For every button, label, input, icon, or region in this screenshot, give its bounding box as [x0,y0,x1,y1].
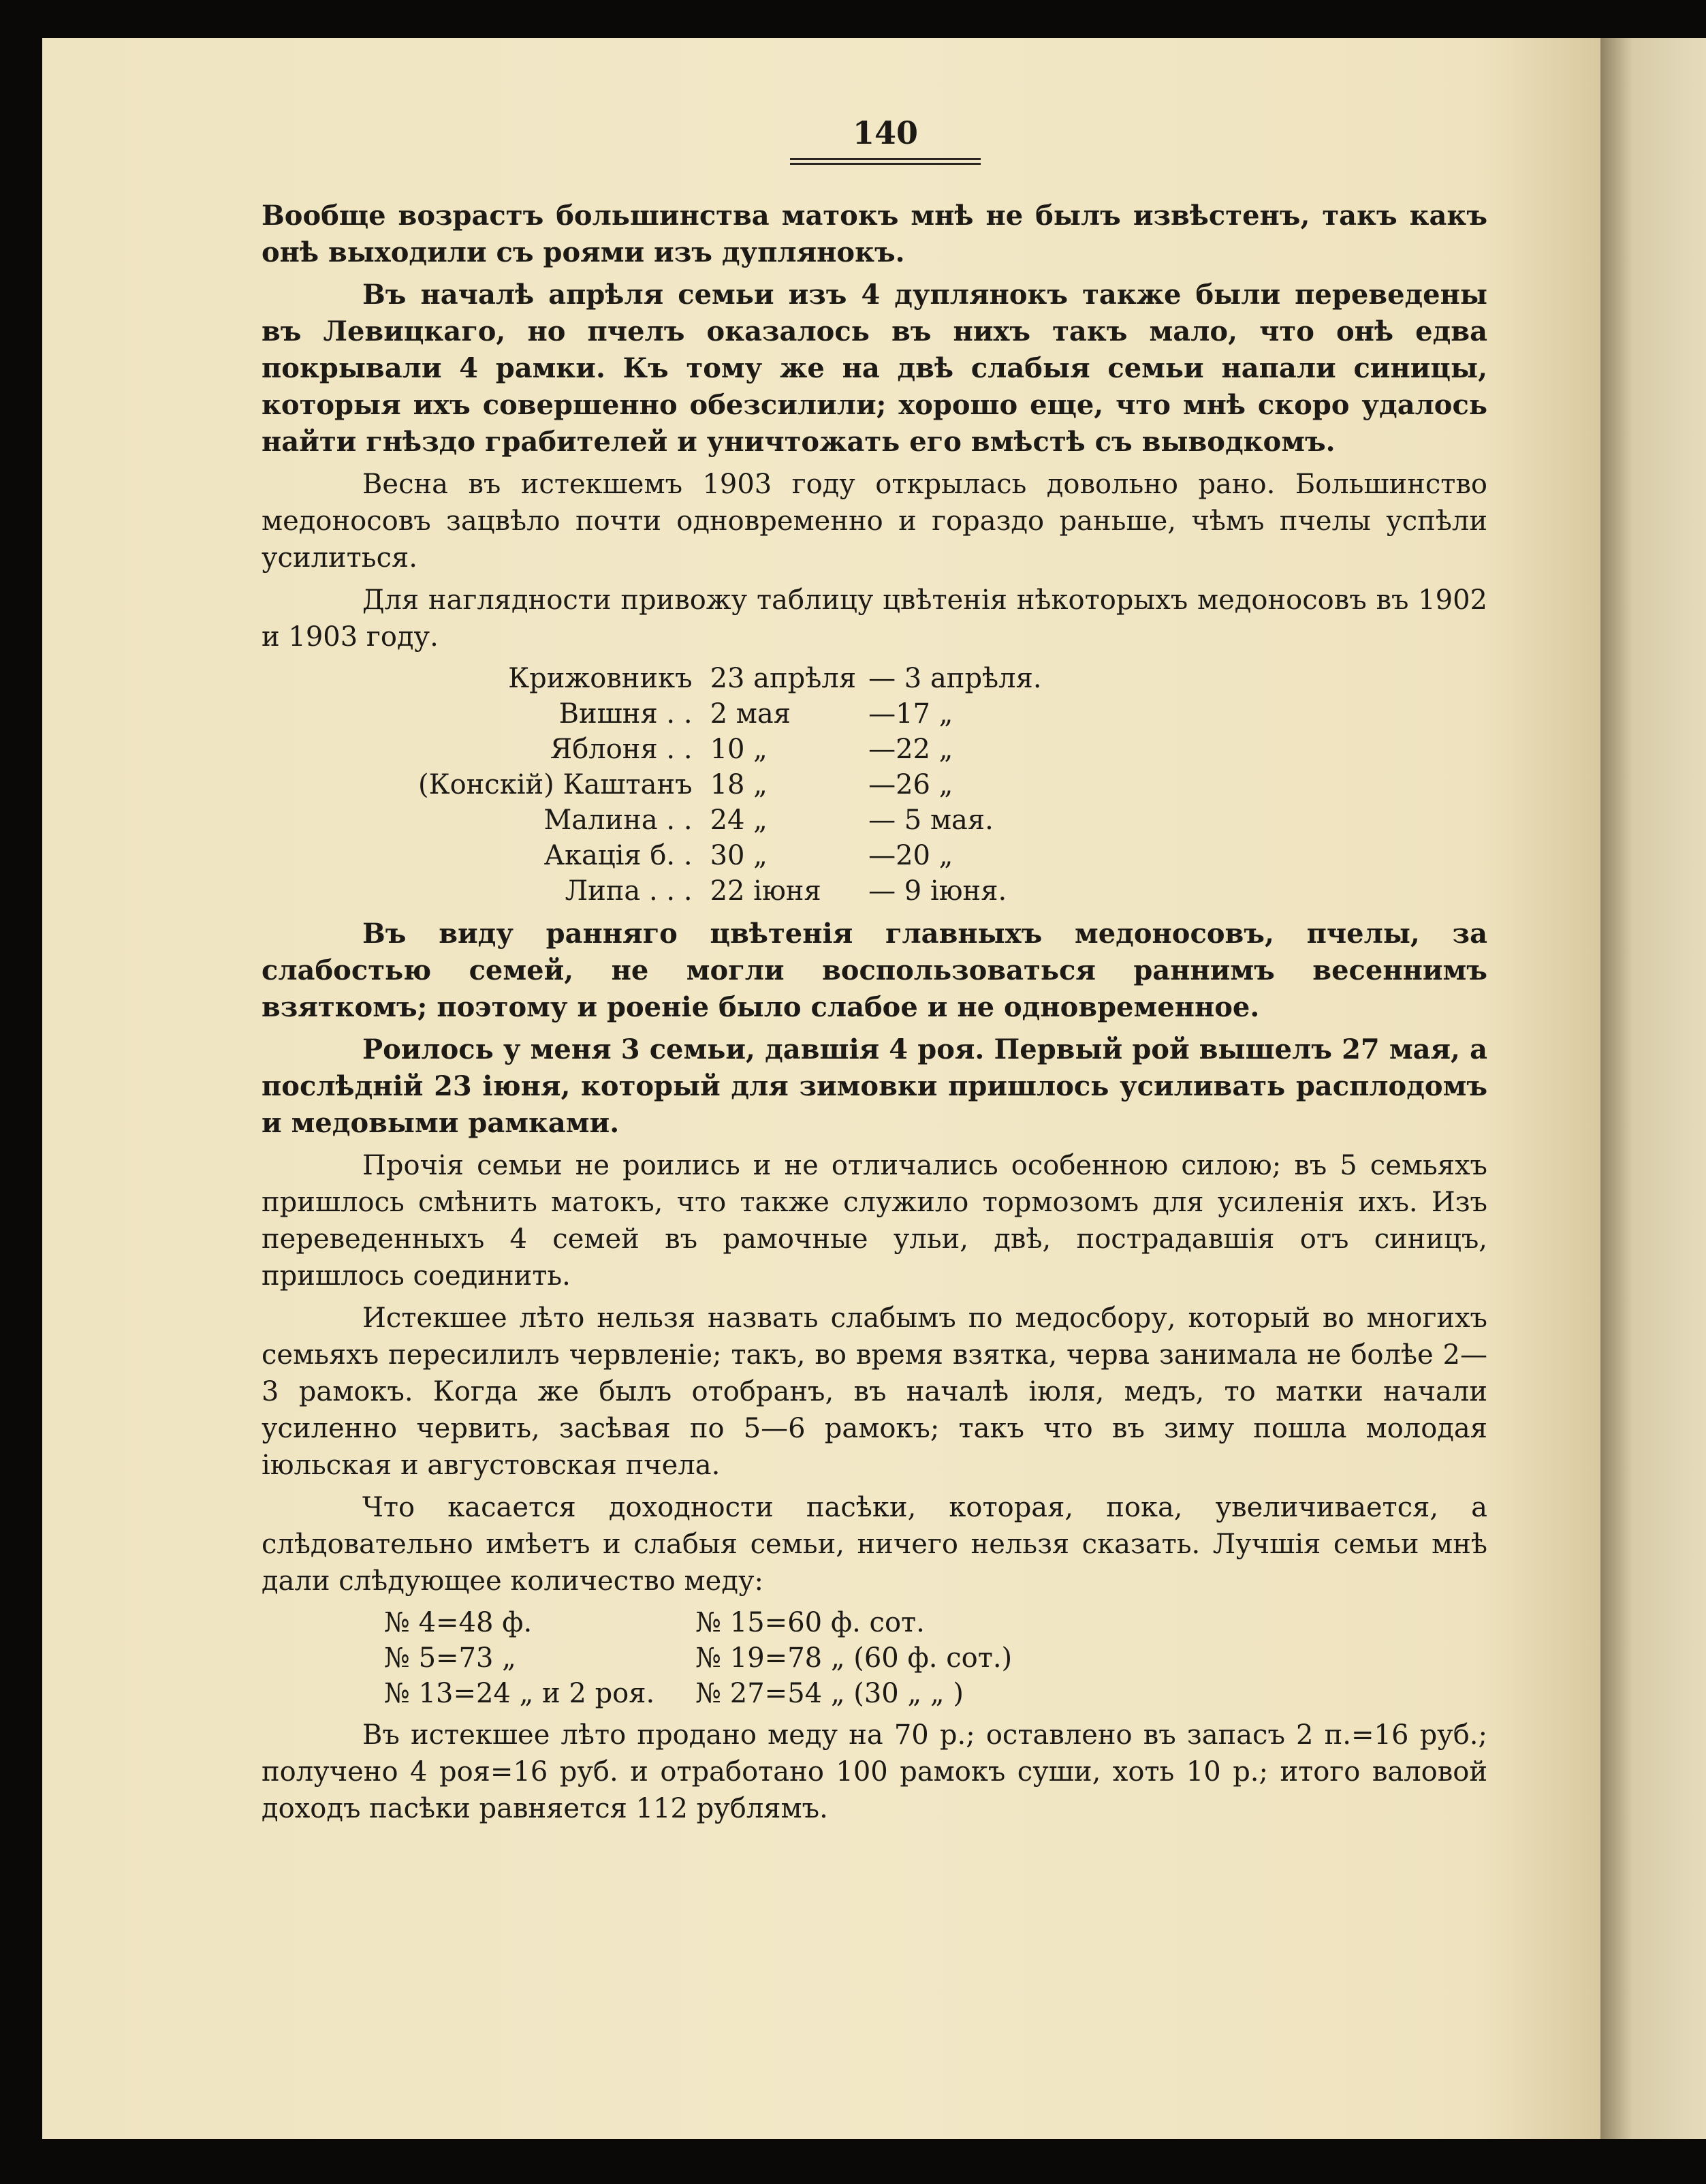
yield-left: № 5=73 „ [384,1642,516,1674]
bloom-date-1902: 10 „ [710,734,768,765]
bloom-date-1903: — 9 іюня. [868,875,1007,907]
scan-border-left [0,0,42,2184]
scan-border-bottom [0,2139,1706,2184]
yield-row [384,1605,1053,1640]
yield-row [384,1676,1053,1711]
bloom-date-1903: —20 „ [868,840,953,871]
bloom-date-1903: — 3 апрѣля. [868,663,1042,694]
bloom-plant: Малина . . [543,805,693,836]
page-number-rule [790,158,981,165]
paragraph-6: Роилось у меня 3 семьи, давшія 4 роя. Первый рой вышелъ 27 мая, а послѣдній 23 іюня, который для зимовки пришлось усиливать расплодомъ и медовыми рамками. [262,1033,1487,1139]
bloom-plant: Липа . . . [565,875,693,907]
yield-right: № 19=78 „ (60 ф. сот.) [695,1642,1013,1674]
bloom-row [418,873,1054,909]
bloom-table [418,661,1054,909]
paragraph-2: Въ началѣ апрѣля семьи изъ 4 дуплянокъ также были переведены въ Левицкаго, но пчелъ оказалось въ нихъ такъ мало, что онѣ едва покрывали 4 рамки. Къ тому же на двѣ слабыя семьи напали синицы, которыя ихъ совершенно обезсилили; хорошо еще, что мнѣ скоро удалось найти гнѣздо грабителей и уничтожать его вмѣстѣ съ выводкомъ. [262,279,1487,458]
paragraph-9: Что касается доходности пасѣки, которая, пока, увеличивается, а слѣдовательно имѣетъ и слабыя семьи, ничего нельзя сказать. Лучшія семьи мнѣ дали слѣдующее количество меду: [262,1492,1487,1597]
yield-row [384,1640,1053,1676]
paragraph-3: Весна въ истекшемъ 1903 году открылась довольно рано. Большинство медоносовъ зацвѣло почти одновременно и гораздо раньше, чѣмъ пчелы успѣли усилиться. [262,469,1487,574]
bloom-row [418,767,1054,802]
bloom-row [418,802,1054,838]
bloom-date-1902: 24 „ [710,805,768,836]
page-body [262,198,1487,1832]
page-number: 140 [852,114,919,151]
yield-right: № 15=60 ф. сот. [695,1607,925,1638]
bloom-date-1903: — 5 мая. [868,805,994,836]
bloom-plant: Яблоня . . [550,734,693,765]
bloom-row [418,732,1054,767]
bloom-date-1902: 30 „ [710,840,768,871]
paragraph-8: Истекшее лѣто нельзя назвать слабымъ по медосбору, который во многихъ семьяхъ пересилилъ червленіе; такъ, во время взятка, черва занимала не болѣе 2—3 рамокъ. Когда же былъ отобранъ, въ началѣ іюля, медъ, то матки начали усиленно червить, засѣвая по 5—6 рамокъ; такъ что въ зиму пошла молодая іюльская и августовская пчела. [262,1302,1487,1481]
yield-left: № 13=24 „ и 2 роя. [384,1678,655,1709]
bloom-plant: Вишня . . [558,698,693,730]
bloom-plant: (Конскій) Каштанъ [418,769,693,800]
bloom-row [418,838,1054,873]
bloom-date-1902: 23 апрѣля [710,663,857,694]
bloom-date-1902: 2 мая [710,698,791,730]
bloom-plant: Крижовникъ [508,663,693,694]
paragraph-5: Въ виду ранняго цвѣтенія главныхъ медоносовъ, пчелы, за слабостью семей, не могли воспользоваться раннимъ весеннимъ взяткомъ; поэтому и роеніе было слабое и не одновременное. [262,918,1487,1023]
bloom-date-1903: —17 „ [868,698,953,730]
adjacent-page-edge [1600,38,1706,2139]
scan-border-top [0,0,1706,38]
yield-right: № 27=54 „ (30 „ „ ) [695,1678,964,1709]
paragraph-final: Въ истекшее лѣто продано меду на 70 р.; оставлено въ запасъ 2 п.=16 руб.; получено 4 роя=16 руб. и отработано 100 рамокъ суши, хоть 10 р.; итого валовой доходъ пасѣки равняется 112 рублямъ. [262,1719,1487,1824]
bloom-row [418,661,1054,696]
bloom-row [418,696,1054,732]
yield-left: № 4=48 ф. [384,1607,533,1638]
yield-table [384,1605,1053,1711]
bloom-date-1902: 22 іюня [710,875,821,907]
paragraph-4: Для наглядности привожу таблицу цвѣтенія нѣкоторыхъ медоносовъ въ 1902 и 1903 году. [262,584,1487,653]
bloom-plant: Акація б. . [543,840,693,871]
bloom-date-1903: —22 „ [868,734,953,765]
paragraph-1: Вообще возрастъ большинства матокъ мнѣ не былъ извѣстенъ, такъ какъ онѣ выходили съ роями изъ дуплянокъ. [262,200,1487,268]
bloom-date-1902: 18 „ [710,769,768,800]
bloom-date-1903: —26 „ [868,769,953,800]
paragraph-7: Прочія семьи не роились и не отличались особенною силою; въ 5 семьяхъ пришлось смѣнить матокъ, что также служило тормозомъ для усиленія ихъ. Изъ переведенныхъ 4 семей въ рамочные ульи, двѣ, пострадавшія отъ синицъ, пришлось соединить. [262,1150,1487,1292]
